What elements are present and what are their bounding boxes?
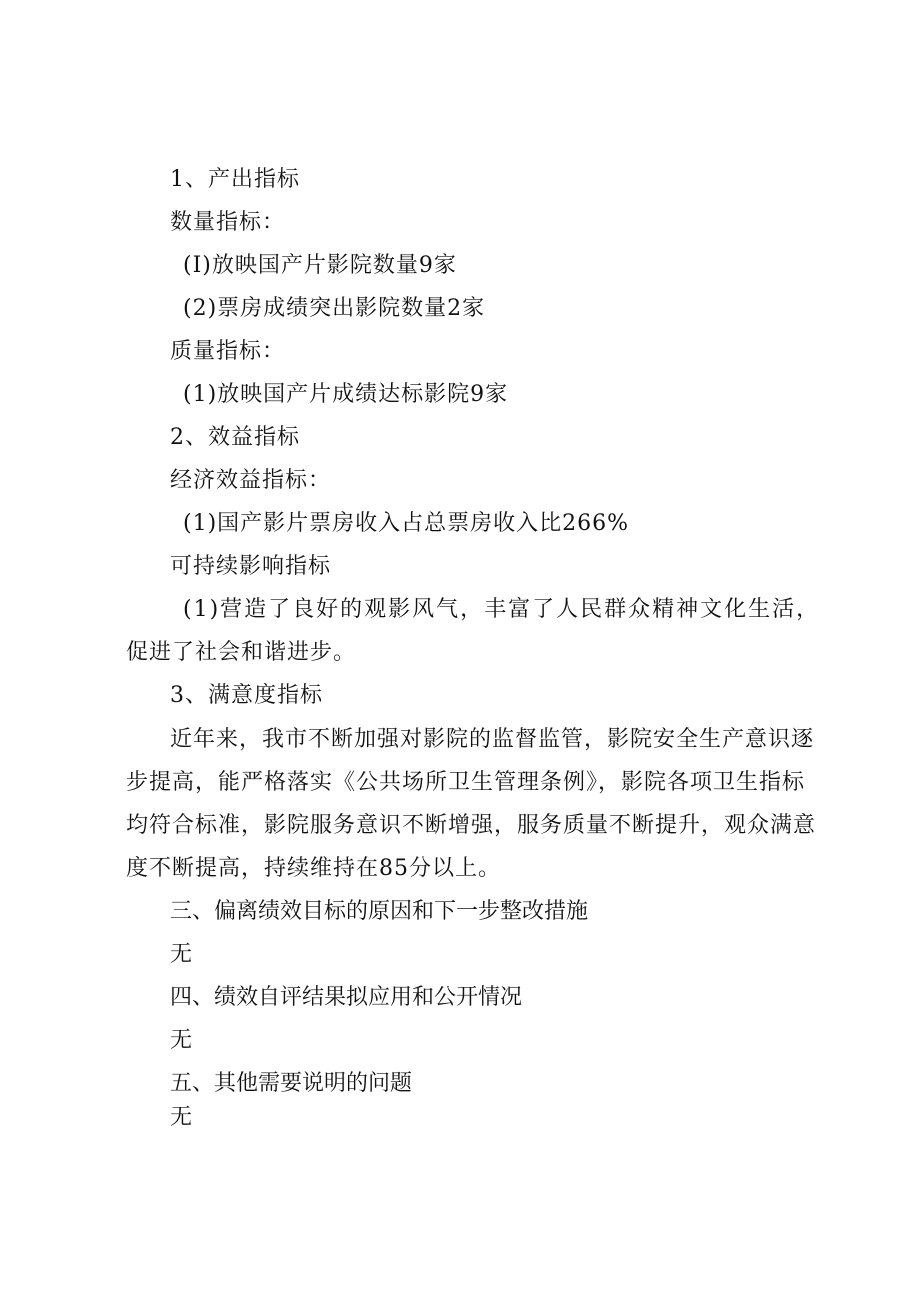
sustainable-indicators-label: 可持续影响指标 (170, 554, 332, 579)
sustainable-item-1-line2: 促进了社会和谐进步。 (126, 640, 357, 665)
section-5-heading: 五、其他需要说明的问题 (170, 1071, 413, 1096)
satisfaction-paragraph-line-1: 近年来，我市不断加强对影院的监督监管，影院安全生产意识逐 (170, 727, 815, 752)
section-5-content: 无 (170, 1105, 194, 1130)
quality-item-1: (1)放映国产片成绩达标影院9家 (183, 382, 509, 407)
economic-item-1: (1)国产影片票房收入占总票房收入比266% (183, 511, 630, 536)
satisfaction-paragraph-line-4: 度不断提高，持续维持在85分以上。 (126, 856, 501, 881)
satisfaction-paragraph-line-3: 均符合标准，影院服务意识不断增强，服务质量不断提升，观众满意 (126, 813, 817, 838)
satisfaction-paragraph-line-2: 步提高，能严格落实《公共场所卫生管理条例》，影院各项卫生指标 (126, 770, 806, 795)
section-4-content: 无 (170, 1028, 194, 1053)
quantity-item-2: (2)票房成绩突出影院数量2家 (183, 296, 486, 321)
economic-indicators-label: 经济效益指标： (170, 468, 332, 493)
section-3-heading: 三、偏离绩效目标的原因和下一步整改措施 (170, 899, 589, 924)
benefit-indicators-title: 2、效益指标 (170, 425, 300, 450)
output-indicators-title: 1、产出指标 (170, 167, 300, 192)
satisfaction-indicators-title: 3、满意度指标 (170, 683, 323, 708)
quality-indicators-label: 质量指标： (170, 339, 286, 364)
quantity-indicators-label: 数量指标： (170, 210, 286, 235)
sustainable-item-1-line1: (1)营造了良好的观影风气，丰富了人民群众精神文化生活， (183, 597, 821, 622)
section-3-content: 无 (170, 942, 194, 967)
section-4-heading: 四、绩效自评结果拟应用和公开情况 (170, 985, 523, 1010)
quantity-item-1: (I)放映国产片影院数量9家 (183, 253, 457, 278)
